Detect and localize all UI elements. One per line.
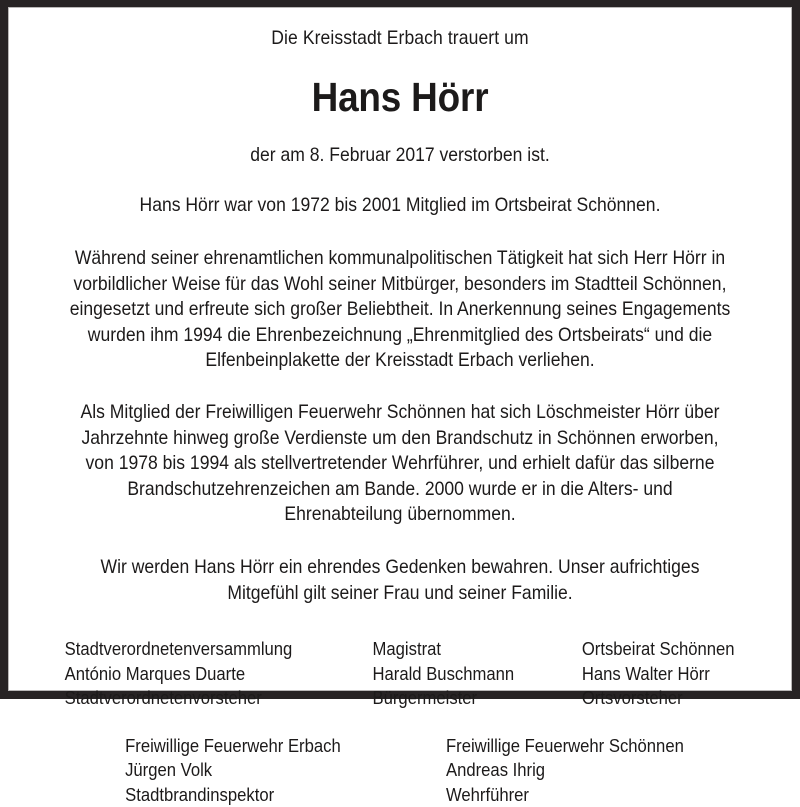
signature-person: Harald Buschmann <box>372 662 514 684</box>
signature-organization: Stadtverordnetenversammlung <box>64 638 293 660</box>
signature-organization: Freiwillige Feuerwehr Schönnen <box>446 734 684 756</box>
obituary-content <box>9 8 791 805</box>
signature-organization: Ortsbeirat Schönnen <box>582 638 735 660</box>
signature-row-fire-brigade <box>31 734 769 807</box>
signature-role: Ortsvorsteher <box>582 687 683 709</box>
signature-section <box>31 637 769 807</box>
membership-line <box>31 193 769 217</box>
signature-row-civic <box>31 637 769 711</box>
lead-line-text: Die Kreisstadt Erbach trauert um <box>271 27 529 49</box>
signature-person: António Marques Duarte <box>64 662 246 684</box>
signature-person: Andreas Ihrig <box>446 759 546 781</box>
signature-role: Stadtverordnetenvorsteher <box>64 687 262 709</box>
signature-role: Bürgermeister <box>372 687 477 709</box>
paragraph-honors <box>31 246 769 374</box>
signature-block-feuerwehr-schoennen <box>431 734 731 807</box>
paragraph-closing-text: Wir werden Hans Hörr ein ehrendes Gedenken bewahren. Unser aufrichtiges Mitgefühl gilt seiner Frau und seiner Familie. <box>100 555 700 604</box>
lead-line <box>31 26 769 50</box>
death-date-text: der am 8. Februar 2017 verstorben ist. <box>250 144 550 166</box>
paragraph-honors-text: Während seiner ehrenamtlichen kommunalpolitischen Tätigkeit hat sich Herr Hörr in vorbildlicher Weise für das Wohl seiner Mitbürger, besonders im Stadtteil Schönnen, eingesetzt und erfreute sich großer Beliebtheit. In Anerkennung seines Engagements wurden ihm 1994 die Ehrenbezeichnung „Ehrenmitglied des Ortsbeirats“ und die Elfenbeinplakette der Kreisstadt Erbach verliehen. <box>69 247 731 372</box>
paragraph-fire-service <box>31 400 769 528</box>
signature-person: Jürgen Volk <box>125 759 213 781</box>
signature-block-feuerwehr-erbach <box>109 734 431 807</box>
signature-block-stadtverordnetenversammlung <box>49 637 362 711</box>
signature-block-ortsbeirat-schoennen <box>572 637 769 711</box>
membership-text: Hans Hörr war von 1972 bis 2001 Mitglied im Ortsbeirat Schönnen. <box>139 194 661 216</box>
deceased-name-text: Hans Hörr <box>311 74 489 120</box>
death-date-line <box>31 143 769 167</box>
signature-role: Stadtbrandinspektor <box>125 783 275 805</box>
signature-organization: Magistrat <box>372 638 441 660</box>
deceased-name <box>31 72 769 122</box>
paragraph-closing <box>31 555 769 606</box>
signature-person: Hans Walter Hörr <box>582 662 711 684</box>
paragraph-fire-service-text: Als Mitglied der Freiwilligen Feuerwehr Schönnen hat sich Löschmeister Hörr über Jahrzehnte hinweg große Verdienste um den Brandschutz in Schönnen erworben, von 1978 bis 1994 als stellvertretender Wehrführer, und erhielt dafür das silberne Brandschutzehrenzeichen am Bande. 2000 wurde er in die Alters- und Ehrenabteilung übernommen. <box>80 400 720 526</box>
obituary-notice-inner <box>8 7 792 805</box>
signature-block-magistrat <box>362 637 572 711</box>
signature-role: Wehrführer <box>446 783 529 805</box>
signature-organization: Freiwillige Feuerwehr Erbach <box>125 734 341 756</box>
